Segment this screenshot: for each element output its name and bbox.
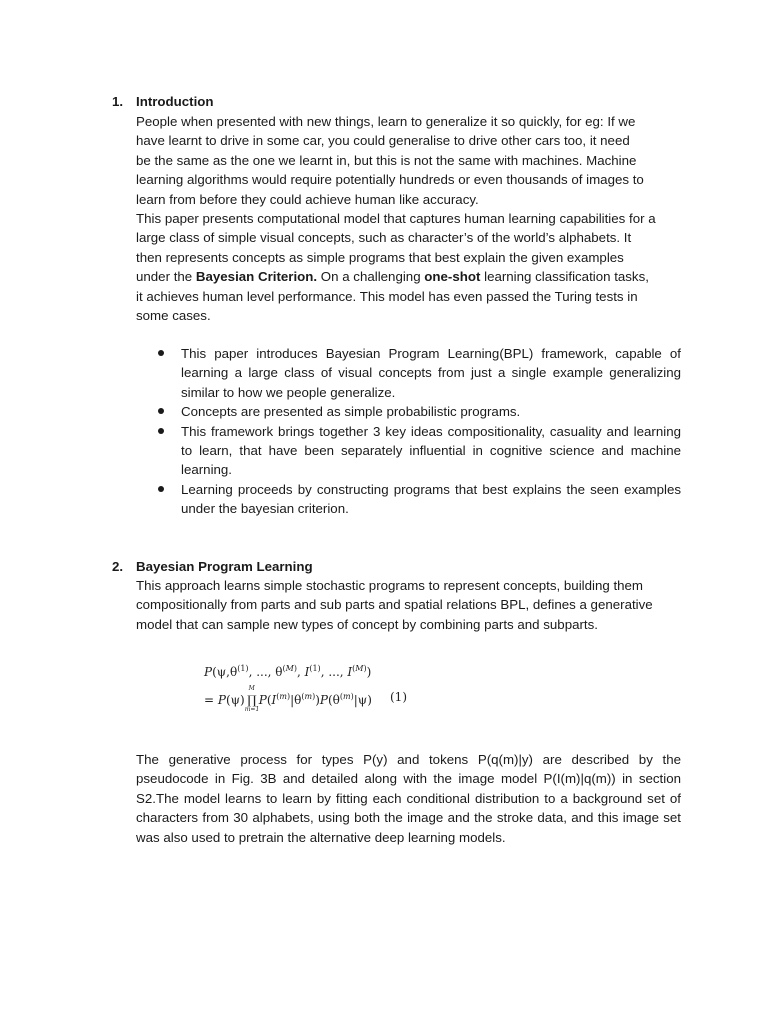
equation-number: (1) bbox=[390, 690, 407, 704]
text-line: learning algorithms would require potentially hundreds or even thousands of images to bbox=[136, 172, 644, 188]
text-run: learning classification tasks, bbox=[480, 269, 649, 285]
text-line: some cases. bbox=[136, 308, 211, 324]
list-item: Concepts are presented as simple probabilistic programs. bbox=[136, 402, 681, 421]
text-line: be the same as the one we learnt in, but this is not the same with machines. Machine bbox=[136, 152, 637, 168]
text-line: then represents concepts as simple programs that best explain the given examples bbox=[136, 249, 624, 265]
list-item: Learning proceeds by constructing programs that best explains the seen examples under the bayesian criterion. bbox=[136, 480, 681, 519]
bold-term-one-shot: one-shot bbox=[424, 269, 481, 285]
text-line: People when presented with new things, learn to generalize it so quickly, for eg: If we bbox=[136, 114, 636, 129]
equation-line-1: $P(\psi,\theta^{(1)}$, ..., $\theta^{(M)}$, $I^{(1)}$, ..., $I^{(M)}$) bbox=[204, 664, 372, 679]
text-line: This paper presents computational model that captures human learning capabilities for a bbox=[136, 211, 656, 227]
equation-line-2: = P(ψ) M ∏ m=1 $P(I^{(m)}|\theta^{(m)})P(\theta^{(m)}|\psi)$ bbox=[204, 685, 372, 713]
text-line bbox=[136, 267, 681, 286]
list-item: This framework brings together 3 key ideas compositionality, casuality and learning to learn, that have been separately influential in cognitive science and machine learning. bbox=[136, 422, 681, 480]
section-title: Introduction bbox=[136, 94, 214, 109]
list-item: This paper introduces Bayesian Program Learning(BPL) framework, capable of learning a large class of visual concepts from just a single example generalizing similar to how we people generalize. bbox=[136, 344, 681, 402]
closing-paragraph: The generative process for types P(y) and tokens P(q(m)|y) are described by the pseudocode in Fig. 3B and detailed along with the image model P(I(m)|q(m)) in section S2.The model learns to learn by fitting each conditional distribution to a background set of characters from 30 alphabets, using both the image and the stroke data, and this image set was also used to pretrain the alternative deep learning models. bbox=[136, 752, 681, 845]
text-line: learn from before they could achieve human like accuracy. bbox=[136, 191, 479, 207]
text-line: large class of simple visual concepts, such as character’s of the world’s alphabets. It bbox=[136, 230, 632, 246]
text-line: have learnt to drive in some car, you could generalise to drive other cars too, it need bbox=[136, 133, 630, 149]
text-line: it achieves human level performance. This model has even passed the Turing tests in bbox=[136, 288, 638, 304]
text-run: On a challenging bbox=[317, 269, 425, 285]
intro-paragraph bbox=[136, 576, 681, 634]
text-run: under the bbox=[136, 269, 196, 285]
intro-paragraph bbox=[136, 112, 681, 325]
bullet-list bbox=[136, 344, 681, 519]
equation-image bbox=[204, 662, 424, 718]
section-title: Bayesian Program Learning bbox=[136, 559, 313, 574]
text-line: model that can sample new types of concept by combining parts and subparts. bbox=[136, 616, 598, 632]
text-line: compositionally from parts and sub parts and spatial relations BPL, defines a generative bbox=[136, 597, 653, 613]
section-number: 1. bbox=[112, 94, 124, 109]
section-number: 2. bbox=[112, 559, 124, 574]
text-line: This approach learns simple stochastic programs to represent concepts, building them bbox=[136, 578, 644, 593]
bold-term-bayesian-criterion: Bayesian Criterion. bbox=[195, 269, 318, 285]
